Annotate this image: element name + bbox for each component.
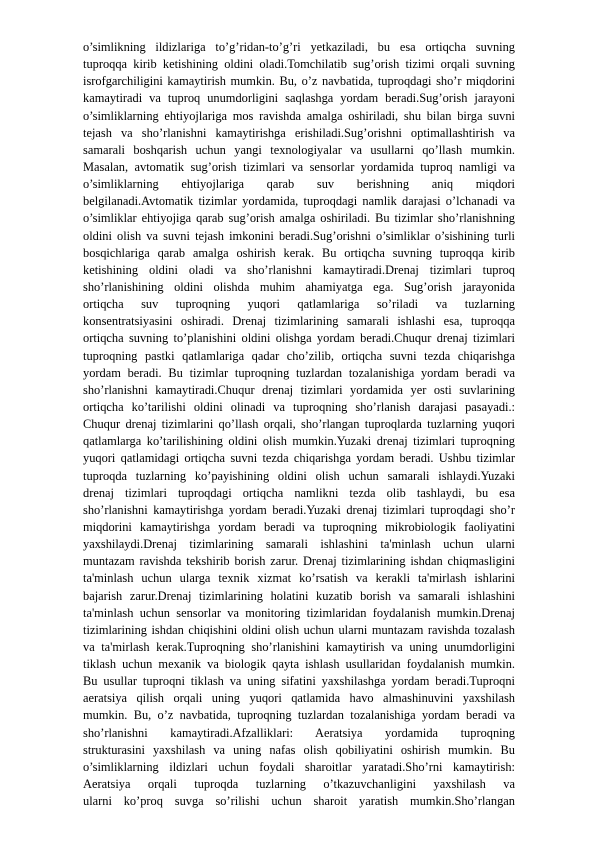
text-line: yuqori qatlamidagi ortiqcha suvni tezda chiqarishga yordam beradi. Ushbu tizimlar	[83, 451, 515, 466]
text-line: Aeratsiya orqali tuproqda tuzlarning o’tkazuvchanligini yaxshilash va	[83, 777, 515, 792]
text-line: mumkin. Bu, o’z navbatida, tuproqning tuzlardan tozalanishiga yordam beradi va	[83, 708, 515, 723]
text-line: Chuqur drenaj tizimlarini qo’llash orqali, sho’rlangan tuproqlarda tuzlarning yuqori	[83, 417, 515, 432]
text-line: yaxshilaydi.Drenaj tizimlarining samarali ishlashini ta'minlash uchun ularni	[83, 537, 515, 552]
text-line: tizimlarining ishdan chiqishini oldini olish uchun ularni muntazam ravishda tozalash	[83, 622, 515, 637]
text-line: tuproqqa kirib ketishining oldini oladi.Tomchilatib sug’orish tizimi orqali suvning	[83, 57, 515, 72]
text-line: sho’rlanishni kamaytiradi.Afzalliklari: Aeratsiya yordamida tuproqning	[83, 725, 515, 740]
text-line: ortiqcha ko’tarilishi oldini olinadi va tuproqning sho’rlanish darajasi pasayadi.:	[83, 399, 515, 414]
text-line: drenaj tizimlari tuproqdagi ortiqcha namlikni tezda olib tashlaydi, bu esa	[83, 485, 515, 500]
text-line: qatlamlarga ko’tarilishining oldini olish mumkin.Yuzaki drenaj tizimlari tuproqning	[83, 434, 515, 449]
text-line: ta'minlash uchun ularga texnik xizmat ko’rsatish va kerakli ta'mirlash ishlarini	[83, 571, 515, 586]
text-line: strukturasini yaxshilash va uning nafas olish qobiliyatini oshirish mumkin. Bu	[83, 742, 515, 757]
text-line: tejash va sho’rlanishni kamaytirishga erishiladi.Sug’orishni optimallashtirish va	[83, 125, 515, 140]
text-line: ortiqcha suvning to’planishini oldini olishga yordam beradi.Chuqur drenaj tizimlari	[83, 331, 515, 346]
text-line: belgilanadi.Avtomatik tizimlar yordamida, tuproqdagi namlik darajasi o’lchanadi va	[83, 194, 515, 209]
text-line: bosqichlariga qarab amalga oshirish kerak. Bu ortiqcha suvning tuproqqa kirib	[83, 245, 515, 260]
text-line: samarali boshqarish uchun yangi texnologiyalar va usullarni qo’llash mumkin.	[83, 142, 515, 157]
text-line: yordam beradi. Bu tizimlar tuproqning tuzlardan tozalanishiga yordam beradi va	[83, 365, 515, 380]
text-line: ta'minlash uchun sensorlar va monitoring tizimlaridan foydalanish mumkin.Drenaj	[83, 605, 515, 620]
text-line: o’simliklar ehtiyojiga qarab sug’orish amalga oshiriladi. Bu tizimlar sho’rlanishning	[83, 211, 515, 226]
text-line: ortiqcha suv tuproqning yuqori qatlamlariga so’riladi va tuzlarning	[83, 297, 515, 312]
text-line: o’simliklarning ildizlari uchun foydali sharoitlar yaratadi.Sho’rni kamaytirish:	[83, 759, 515, 774]
text-line: isrofgarchiligini kamaytirish mumkin. Bu, o’z navbatida, tuproqdagi sho’r miqdorini	[83, 74, 515, 89]
text-line: tuproqning pastki qatlamlariga qadar cho’zilib, ortiqcha suvni tezda chiqarishga	[83, 348, 515, 363]
text-line: sho’rlanishni kamaytirishga yordam beradi.Yuzaki drenaj tizimlari tuproqdagi sho’r	[83, 502, 515, 517]
text-line: tiklash uchun mexanik va biologik qayta ishlash usullaridan foydalanish mumkin.	[83, 657, 515, 672]
text-line: Bu usullar tuproqni tiklash va uning sifatini yaxshilashga yordam beradi.Tuproqni	[83, 674, 515, 689]
text-line: muntazam ravishda tekshirib borish zarur. Drenaj tizimlarining ishdan chiqmasligini	[83, 554, 515, 569]
text-line: ularni ko’proq suvga so’rilishi uchun sharoit yaratish mumkin.Sho’rlangan	[83, 794, 515, 809]
text-line: kamaytiradi va tuproq unumdorligini saqlashga yordam beradi.Sug’orish jarayoni	[83, 91, 515, 106]
text-line: o’simlikning ildizlariga to’g’ridan-to’g’ri yetkaziladi, bu esa ortiqcha suvning	[83, 40, 515, 54]
text-line: ketishining oldini oladi va sho’rlanishni kamaytiradi.Drenaj tizimlari tuproq	[83, 262, 515, 277]
text-line: sho’rlanishining oldini olishda muhim ahamiyatga ega. Sug’orish jarayonida	[83, 279, 515, 294]
body-text	[83, 39, 515, 810]
text-line: va ta'mirlash kerak.Tuproqning sho’rlanishini kamaytirish va uning unumdorligini	[83, 639, 515, 654]
text-line: aeratsiya qilish orqali uning yuqori qatlamida havo almashinuvini yaxshilash	[83, 691, 515, 706]
text-line: miqdorini kamaytirishga yordam beradi va tuproqning mikrobiologik faoliyatini	[83, 519, 515, 534]
text-line: oldini olish va suvni tejash imkonini beradi.Sug’orishni o’simliklar o’sishining turli	[83, 228, 515, 243]
text-line: bajarish zarur.Drenaj tizimlarining holatini kuzatib borish va samarali ishlashini	[83, 588, 515, 603]
text-line: Masalan, avtomatik sug’orish tizimlari va sensorlar yordamida tuproq namligi va	[83, 159, 515, 174]
text-line: o’simliklarning ehtiyojlariga mos ravishda amalga oshiriladi, shu bilan birga suvni	[83, 108, 515, 123]
text-line: tuproqda tuzlarning ko’payishining oldini olish uchun samarali ishlaydi.Yuzaki	[83, 468, 515, 483]
text-line: sho’rlanishni kamaytiradi.Chuqur drenaj tizimlari yordamida yer osti suvlarining	[83, 382, 515, 397]
text-line: konsentratsiyasini oshiradi. Drenaj tizimlarining samarali ishlashi esa, tuproqqa	[83, 314, 515, 329]
text-line: o’simliklarning ehtiyojlariga qarab suv berishning aniq miqdori	[83, 177, 515, 192]
